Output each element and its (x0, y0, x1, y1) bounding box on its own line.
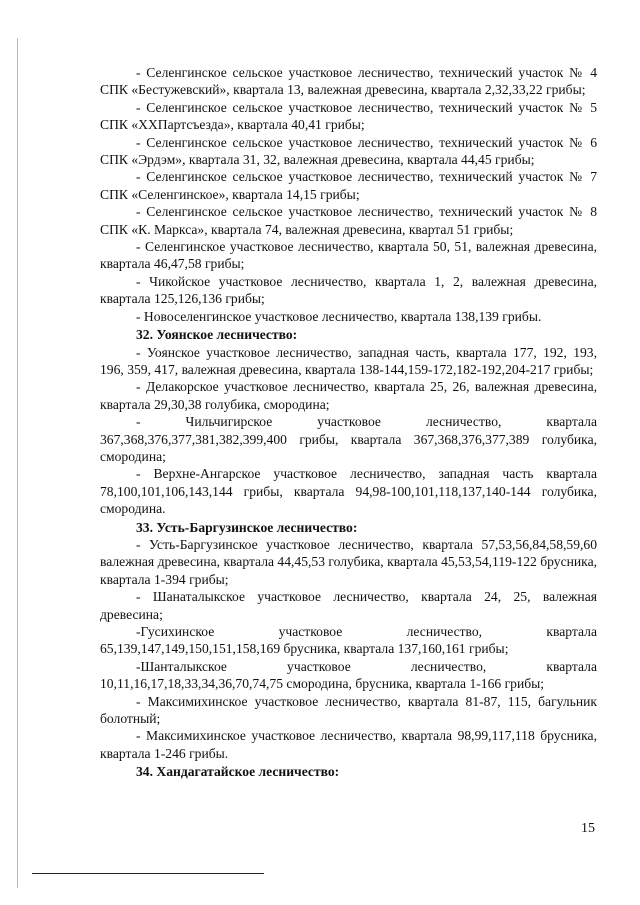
list-item: - Селенгинское сельское участковое лесничество, технический участок № 6 СПК «Эрдэм», квартала 31, 32, валежная древесина, квартала 44,45 грибы; (100, 134, 597, 168)
section-heading: 32. Уоянское лесничество: (136, 327, 298, 343)
list-item: - Чикойское участковое лесничество, квартала 1, 2, валежная древесина, квартала 125,126,136 грибы; (100, 273, 597, 307)
list-item: - Новоселенгинское участковое лесничество, квартала 138,139 грибы. (136, 308, 542, 324)
section-heading: 33. Усть-Баргузинское лесничество: (136, 519, 358, 535)
list-item: - Делакорское участковое лесничество, квартала 25, 26, валежная древесина, квартала 29,30,38 голубика, смородина; (100, 379, 597, 412)
list-item: - Селенгинское сельское участковое лесничество, технический участок № 4 СПК «Бестужевский», квартала 13, валежная древесина, квартала 2,32,33,22 грибы; (100, 65, 597, 98)
list-item: - Селенгинское сельское участковое лесничество, технический участок № 8 СПК «К. Маркса», квартала 74, валежная древесина, квартал 51 грибы; (100, 204, 597, 237)
scan-margin-line (17, 38, 18, 888)
page-number: 15 (581, 821, 595, 836)
list-item: - Селенгинское сельское участковое лесничество, технический участок № 5 СПК «ХХПартсъезда», квартала 40,41 грибы; (100, 99, 597, 133)
list-item: - Чильчигирское участковое лесничество, квартала 367,368,376,377,381,382,399,400 грибы, квартала 367,368,376,377,389 голубика, смородина; (100, 414, 597, 464)
list-item: -Шанталыкское участковое лесничество, квартала 10,11,16,17,18,33,34,36,70,74,75 смородина, брусника, квартала 1-166 грибы; (100, 658, 597, 692)
footnote-separator (32, 873, 264, 874)
list-item: -Гусихинское участковое лесничество, квартала 65,139,147,149,150,151,158,169 брусника, квартала 137,160,161 грибы; (100, 624, 597, 657)
list-item: - Верхне-Ангарское участковое лесничество, западная часть квартала 78,100,101,106,143,144 грибы, квартала 94,98-100,101,118,137,140-144 голубика, смородина. (100, 466, 597, 517)
list-item: - Селенгинское сельское участковое лесничество, технический участок № 7 СПК «Селенгинское», квартала 14,15 грибы; (100, 169, 597, 202)
list-item: - Максимихинское участковое лесничество, квартала 98,99,117,118 брусника, квартала 1-246 грибы. (100, 728, 597, 761)
list-item: - Шанаталыкское участковое лесничество, квартала 24, 25, валежная древесина; (100, 589, 597, 622)
section-heading: 34. Хандагатайское лесничество: (136, 764, 340, 780)
document-body (100, 64, 597, 781)
list-item: - Уоянское участковое лесничество, западная часть, квартала 177, 192, 193, 196, 359, 417, валежная древесина, квартала 138-144,159-172,182-192,204-217 грибы; (100, 344, 597, 377)
list-item: - Селенгинское участковое лесничество, квартала 50, 51, валежная древесина, квартала 46,47,58 грибы; (100, 239, 597, 272)
list-item: - Усть-Баргузинское участковое лесничество, квартала 57,53,56,84,58,59,60 валежная древесина, квартала 44,45,53 голубика, квартала 45,53,54,119-122 брусника, квартала 1-394 грибы; (100, 536, 597, 587)
list-item: - Максимихинское участковое лесничество, квартала 81-87, 115, багульник болотный; (100, 693, 597, 727)
